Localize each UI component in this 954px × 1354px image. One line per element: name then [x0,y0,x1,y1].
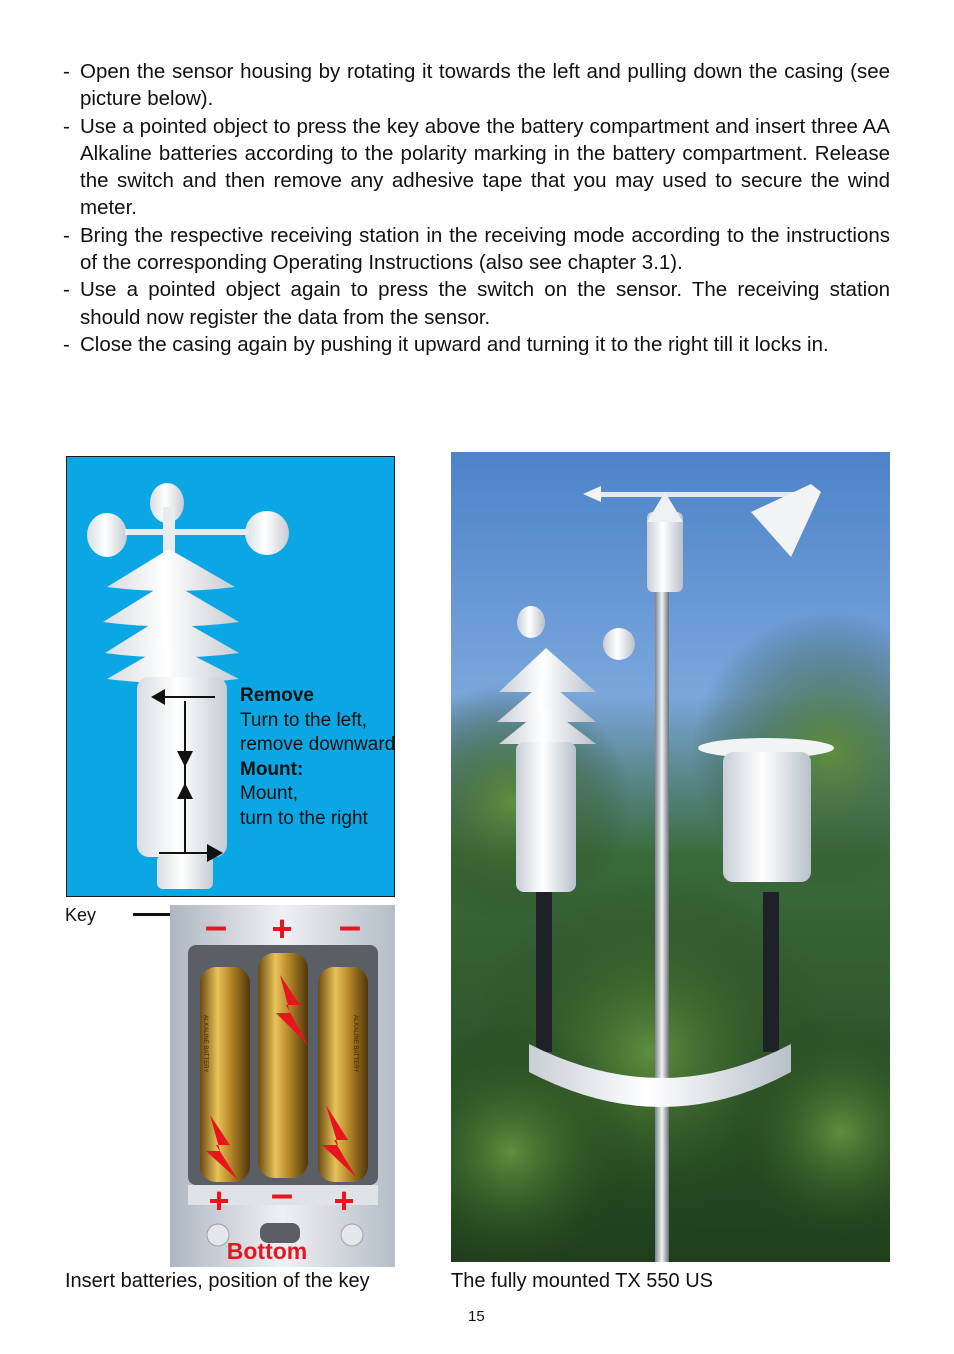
remove-title: Remove [240,685,314,706]
instruction-text: Bring the respective receiving station in the receiving mode according to the instructions of the corresponding Operating Instructions (also see chapter 3.1). [80,223,890,275]
battery [200,967,250,1182]
cup-shape [245,511,289,555]
polarity-minus: – [270,1172,294,1216]
housing-tube [137,677,227,857]
instruction-text: Use a pointed object to press the key above the battery compartment and insert three AA Alkaline batteries according to the polarity marking in the battery compartment. Release the switch and then remove any adhesive tape that you may used to secure the wind meter. [80,114,890,220]
instruction-text: Use a pointed object again to press the switch on the sensor. The receiving station should now register the data from the sensor. [80,278,890,329]
remove-line: Turn to the left, [240,709,368,731]
instruction-text: Open the sensor housing by rotating it towards the left and pulling down the casing (see picture below). [80,60,890,111]
bullet-dash: - [63,60,70,83]
battery-compartment-illustration [170,905,395,1267]
battery-compartment-figure [170,905,395,1267]
sensor-housing-illustration [67,457,396,898]
battery-label: ALKALINE BATTERY [352,1015,358,1073]
battery-label: ALKALINE BATTERY [202,1015,208,1073]
remove-mount-legend [240,684,395,832]
polarity-plus: + [208,1180,230,1221]
remove-line: remove downward [240,734,396,756]
polarity-plus: + [333,1180,355,1221]
mount-line: Mount, [240,783,299,805]
mounted-station-illustration [451,452,890,1262]
battery-caption: Insert batteries, position of the key [65,1270,370,1292]
instruction-step [63,276,890,331]
mount-line: turn to the right [240,807,368,829]
polarity-plus: + [271,908,293,949]
polarity-minus: – [338,905,362,948]
mounted-station-photo [451,452,890,1262]
bullet-dash: - [63,223,70,247]
polarity-minus: – [204,905,228,948]
mounted-caption: The fully mounted TX 550 US [451,1270,713,1292]
instruction-step [63,113,890,222]
instruction-step [63,222,890,277]
instruction-step [63,58,890,113]
bullet-dash: - [63,278,70,302]
battery [258,953,308,1178]
cup-shape [87,513,127,557]
mount-title: Mount: [240,758,304,780]
battery [318,967,368,1182]
instruction-text: Close the casing again by pushing it upward and turning it to the right till it locks in. [80,332,829,356]
instruction-step [63,331,890,358]
bullet-dash: - [63,332,70,356]
page-number: 15 [468,1308,485,1325]
key-label: Key [65,905,97,925]
bottom-label: Bottom [226,1238,308,1264]
instruction-list [63,58,890,358]
bullet-dash: - [63,114,70,138]
